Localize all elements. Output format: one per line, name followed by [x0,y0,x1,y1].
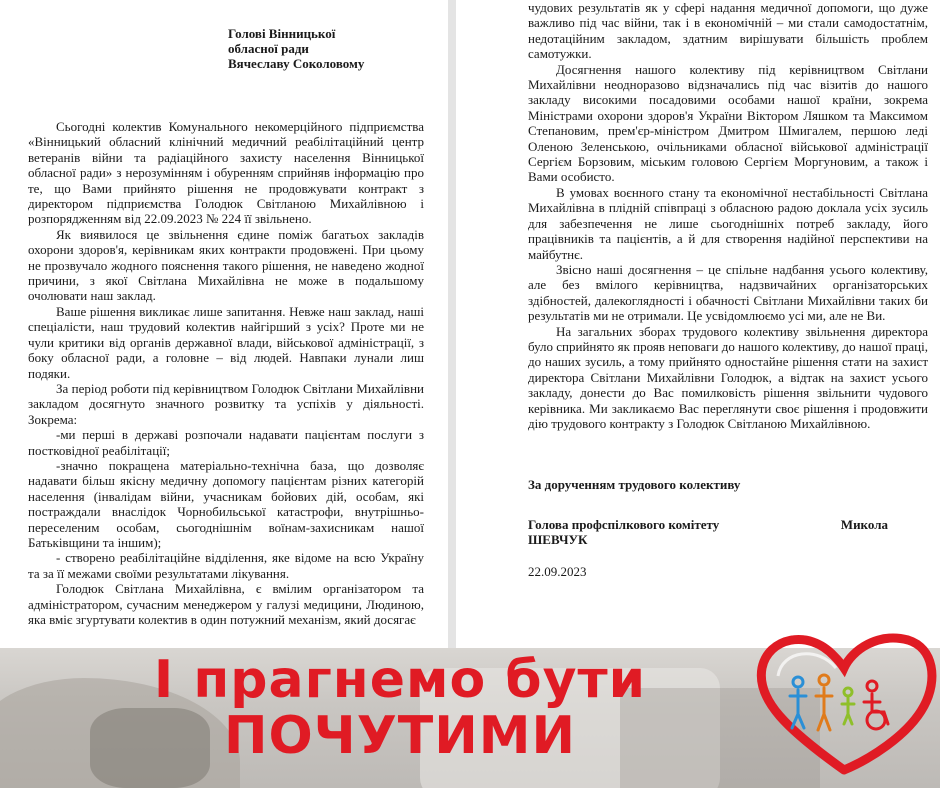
letter-page-left [0,0,448,648]
addressee-block [228,26,424,71]
achievement-item: -ми перші в державі розпочали надавати пацієнтам послуги з постковідної реабілітації; [28,427,424,458]
achievement-item: -значно покращена матеріально-технічна база, що дозволяє надавати більш якісну медичну допомогу пацієнтам різних категорій населення (інвалідам війни, учасникам бойових дій, особам, які постраждали внаслідок Чорнобильської катастрофи, внутрішньо-переселеним особам, сьогоднішнім воїнам-захисникам нашої Батьківщини та іншим); [28,457,424,550]
signature-first-name: Микола [840,516,888,532]
letter-paragraph: За період роботи під керівництвом Голодюк Світлани Михайлівни закладом досягнуто значного розвитку та успіхів у діяльності. Зокрема: [28,380,424,427]
letter-date: 22.09.2023 [528,563,587,579]
addressee-line: обласної ради [228,41,309,56]
banner-headline-line2: ПОЧУТИМИ [223,706,577,766]
letter-paragraph: В умовах воєнного стану та економічної нестабільності Світлана Михайлівна в плідній співпраці з обласною радою доклала усіх зусиль для забезпечення не лише сьогоднішніх потреб закладу, його працівників та пацієнтів, а й для створення надійної перспективи на майбутнє. [528,184,928,262]
signature-position: Голова профспілкового комітету [528,516,720,532]
signature-mandate: За дорученням трудового колективу [528,477,741,493]
letter-paragraph: Сьогодні колектив Комунального некомерційного підприємства «Вінницький обласний клінічний медичний реабілітаційний центр ветеранів війни та радіаційного захисту населення Вінницької обласної ради» з нерозумінням і обуренням сприйняв інформацію про те, що Вами прийнято рішення не продовжувати контракт з директором підприємства Голодюк Світланою Михайлівною і розпорядженням від 22.09.2023 № 224 її звільнено. [28,119,424,227]
letter-page-right [456,0,940,648]
addressee-line: Голові Вінницької [228,26,336,41]
letter-paragraph: Досягнення нашого колективу під керівництвом Світлани Михайлівни неодноразово відзначались під час візитів до нашого закладу високими посадовими особами нашої країни, зокрема Міністрами охорони здоров'я України Віктором Ляшком та Максимом Степановим, прем'єр-міністром Дмитром Шмигалем, першою леді Оленою Зеленською, очільниками обласної військової адміністрації Сергієм Борзовим, міським головою Сергієм Моргуновим, а також і Вами особисто. [528,61,928,185]
addressee-line: Вячеславу Соколовому [228,56,365,71]
page-divider [448,0,456,648]
letter-paragraph: Як виявилося це звільнення єдине поміж багатьох закладів охорони здоров'я, керівникам яких контракти продовжені. При цьому не прозвучало жодного пояснення такого рішення, не наведено жодної причини, з якої Світлана Михайлівна не може в подальшому очолювати наш заклад. [28,226,424,304]
banner-headline-line1: І прагнемо бути [153,650,647,710]
letter-paragraph: Ваше рішення викликає лише запитання. Невже наш заклад, наші спеціалісти, наш трудовий колектив найгірший з усіх? Проте ми не чули критики від органів державної влади, військової адміністрації, з боку обласної ради, а головне – від людей. Навпаки лунали лиш подяки. [28,303,424,381]
letter-paragraph: Голодюк Світлана Михайлівна, є вмілим організатором та адміністратором, сучасним менеджером у галузі медицини, Людиною, яка вміє згуртувати колектив в один потужний механізм, який досягає [28,581,424,627]
signature-last-name: ШЕВЧУК [528,532,588,548]
letter-paragraph: чудових результатів як у сфері надання медичної допомоги, що дуже важливо під час війни, так і в економічній – ми стали самодостатнім, недотаційним закладом, здатним вирішувати більшість проблем самотужки. [528,0,928,62]
letter-paragraph: Звісно наші досягнення – це спільне надбання усього колективу, але без вмілого керівництва, надзвичайних організаторських здібностей, далекоглядності і обачності Світлани Михайлівни таких би результатів ми не отримали. Це усвідомлюємо усі ми, але не Ви. [528,261,928,324]
achievement-item: - створено реабілітаційне відділення, яке відоме на всю Україну та за її межами своїми результатами лікування. [28,550,424,581]
letter-paragraph: На загальних зборах трудового колективу звільнення директора було сприйнято як прояв неповаги до нашого колективу, до нашої праці, до наших зусиль, а тому прийнято одностайне рішення стати на захист директора Світлани Михайлівни Голодюк, а відтак на захист усього закладу, донести до Вас помилковість рішення звільнити чудового керівника. Ми закликаємо Вас переглянути своє рішення і продовжити дію трудового контракту з Голодюк Світланою Михайлівною. [528,323,928,431]
signature-row [528,517,928,532]
heart-people-logo-icon [748,620,940,788]
